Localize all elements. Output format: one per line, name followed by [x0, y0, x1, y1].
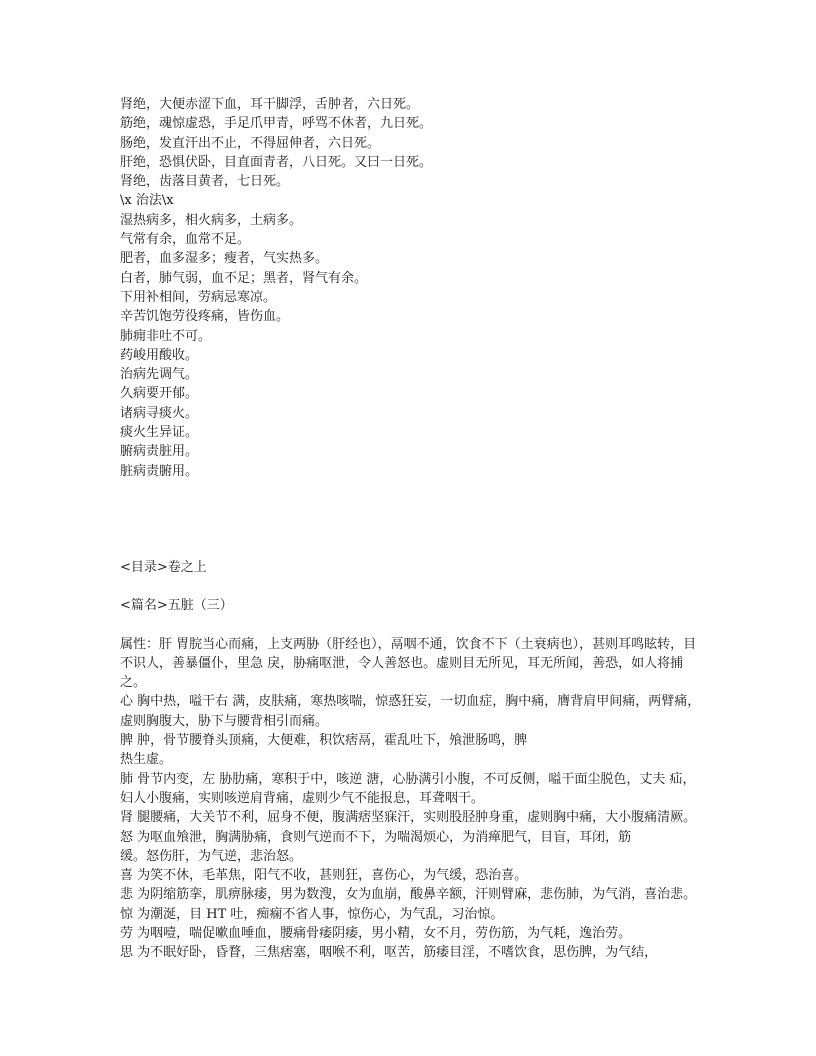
- text-line: 辛苦饥饱劳役疼痛，皆伤血。: [120, 309, 290, 325]
- text-line: 治病先调气。: [120, 367, 199, 383]
- paragraph-liver: 属性：肝 胃脘当心而痛，上支两胁（肝经也），鬲咽不通，饮食不下（土衰病也），甚则耳鸣眩转，目: [120, 636, 697, 652]
- text-line: 肥者，血多湿多；瘦者，气实热多。: [120, 251, 329, 267]
- section-five-organs: [120, 635, 705, 963]
- text-line: 药峻用酸收。: [120, 347, 199, 363]
- paragraph-joy: 喜 为笑不休，毛革焦，阳气不收，甚则狂，喜伤心，为气缓，恐治喜。: [120, 868, 528, 884]
- text-line: 痰火生异证。: [120, 425, 199, 441]
- toc-heading: <目录>卷之上: [120, 559, 207, 575]
- paragraph-lung: 肺 骨节内变，左 胁肋痛，寒积于中，咳逆 溏，心胁满引小腹，不可反侧，嗌干面尘脱色，丈夫 疝，妇人小腹痛，实则咳逆肩背痛，虚则少气不能报息，耳聋咽干。: [120, 771, 696, 806]
- text-line: 诸病寻痰火。: [120, 405, 199, 421]
- paragraph-fright: 惊 为潮涎，目 HT 吐，痴痫不省人事，惊伤心，为气乱，习治惊。: [120, 906, 504, 922]
- paragraph-spleen: 脾 肿，骨节腰脊头顶痛，大便难，积饮痞鬲，霍乱吐下，飧泄肠鸣，脾: [120, 733, 528, 749]
- spacer: [120, 481, 705, 558]
- paragraph-kidney: 肾 腿腰痛，大关节不利，屈身不便，腹满痞坚寐汗，实则股胫肿身重，虚则胸中痛，大小腹痛清厥。: [120, 810, 697, 826]
- text-line: 肾绝，齿落目黄者，七日死。: [120, 174, 290, 190]
- section-prognosis-and-treatment: [120, 95, 705, 481]
- chapter-heading: <篇名>五脏（三）: [120, 598, 233, 614]
- spacer: [120, 577, 705, 596]
- text-line: 肺痈非吐不可。: [120, 328, 212, 344]
- subheading-treatment: \x 治法\x: [120, 193, 174, 209]
- text-line: 下用补相间，劳病忌寒凉。: [120, 289, 277, 305]
- paragraph-fatigue: 劳 为咽噎，喘促嗽血唾血，腰痛骨痿阴痿，男小精，女不月，劳伤筋，为气耗，逸治劳。: [120, 925, 632, 941]
- text-line: 脏病责腑用。: [120, 463, 199, 479]
- paragraph-heart: 心 胸中热，嗌干右 满，皮肤痛，寒热咳喘，惊惑狂妄，一切血症，胸中痛，膺背肩甲间痛，两臂痛，虚则胸腹大，胁下与腰背相引而痛。: [120, 694, 701, 729]
- paragraph-grief: 悲 为阴缩筋挛，肌痹脉痿，男为数溲，女为血崩，酸鼻辛额，汗则臂麻，悲伤肺，为气消，喜治悲。: [120, 887, 697, 903]
- text-line: 腑病责脏用。: [120, 444, 199, 460]
- text-line: 湿热病多，相火病多，土病多。: [120, 212, 303, 228]
- text-line: 肠绝，发直汗出不止，不得屈伸者，六日死。: [120, 135, 381, 151]
- document-page: [120, 95, 705, 963]
- text-line: 肝绝，恐惧伏卧，目直面青者，八日死。又曰一日死。: [120, 154, 433, 170]
- text-line: 白者，肺气弱，血不足；黑者，肾气有余。: [120, 270, 368, 286]
- paragraph-anger-cont: 缓。怒伤肝，为气逆，悲治怒。: [120, 848, 303, 864]
- text-line: 筋绝，魂惊虚恐，手足爪甲青，呼骂不休者，九日死。: [120, 116, 433, 132]
- spacer: [120, 616, 705, 635]
- text-line: 久病要开郁。: [120, 386, 199, 402]
- paragraph-anger: 怒 为呕血飧泄，胸满胁痛，食则气逆而不下，为喘渴烦心，为消瘅肥气，目盲，耳闭，筋: [120, 829, 632, 845]
- paragraph-thought: 思 为不眠好卧，昏瞀，三焦痞塞，咽喉不利，呕苦，筋痿目淫，不嗜饮食，思伤脾，为气结，: [120, 945, 658, 961]
- paragraph-spleen-cont: 热生虚。: [120, 752, 173, 768]
- text-line: 肾绝，大便赤涩下血，耳干脚浮，舌肿者，六日死。: [120, 97, 420, 112]
- paragraph-liver-cont: 不识人，善暴僵仆，里急 戾，胁痛呕泄，令人善怒也。虚则目无所见，耳无所闻，善恐，如人将捕之。: [120, 655, 684, 691]
- text-line: 气常有余，血常不足。: [120, 232, 251, 248]
